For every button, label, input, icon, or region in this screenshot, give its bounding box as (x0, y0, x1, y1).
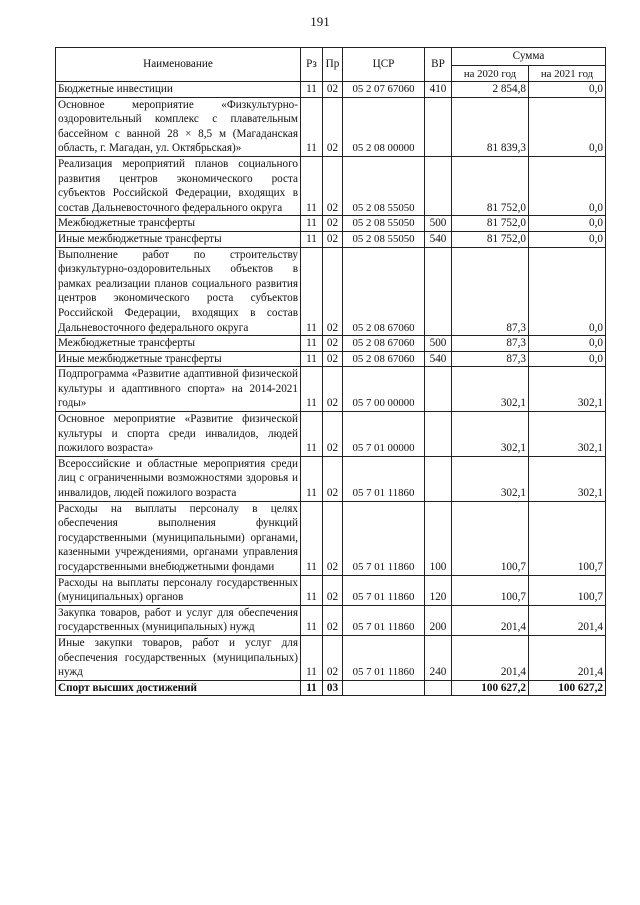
row-sum-2021: 0,0 (529, 247, 606, 336)
row-rz: 11 (301, 501, 323, 575)
row-rz: 11 (301, 216, 323, 232)
row-pr: 02 (323, 351, 343, 367)
row-sum-2020: 2 854,8 (452, 82, 529, 98)
header-year-2021: на 2021 год (529, 66, 606, 82)
row-rz: 11 (301, 575, 323, 605)
table-row (56, 156, 606, 215)
row-sum-2021: 201,4 (529, 605, 606, 635)
row-csr: 05 7 01 11860 (343, 456, 425, 501)
row-pr: 02 (323, 367, 343, 412)
row-sum-2021: 302,1 (529, 456, 606, 501)
row-name: Иные межбюджетные трансферты (56, 351, 301, 367)
row-rz: 11 (301, 680, 323, 696)
row-name: Расходы на выплаты персоналу в целях обеспечения выполнения функций государственными (муниципальными) органами, казенными учреждениями, органами управления государственными внебюджетными фондами (56, 501, 301, 575)
row-vr: 500 (425, 336, 452, 352)
row-name: Межбюджетные трансферты (56, 216, 301, 232)
row-name: Закупка товаров, работ и услуг для обеспечения государственных (муниципальных) нужд (56, 605, 301, 635)
row-pr: 02 (323, 231, 343, 247)
row-rz: 11 (301, 82, 323, 98)
row-sum-2020: 302,1 (452, 367, 529, 412)
row-csr: 05 2 08 67060 (343, 247, 425, 336)
row-rz: 11 (301, 367, 323, 412)
row-sum-2021: 302,1 (529, 367, 606, 412)
row-sum-2021: 0,0 (529, 97, 606, 156)
row-sum-2020: 87,3 (452, 351, 529, 367)
row-csr: 05 2 08 67060 (343, 336, 425, 352)
row-sum-2021: 201,4 (529, 635, 606, 680)
row-sum-2021: 0,0 (529, 156, 606, 215)
row-name: Основное мероприятие «Развитие физической культуры и спорта среди инвалидов, людей пожилого возраста» (56, 412, 301, 457)
row-vr: 120 (425, 575, 452, 605)
row-csr: 05 7 01 11860 (343, 635, 425, 680)
row-csr: 05 2 08 55050 (343, 156, 425, 215)
row-sum-2020: 201,4 (452, 635, 529, 680)
table-row (56, 351, 606, 367)
row-vr (425, 412, 452, 457)
row-vr: 100 (425, 501, 452, 575)
row-name: Иные межбюджетные трансферты (56, 231, 301, 247)
header-pr: Пр (323, 48, 343, 82)
row-pr: 02 (323, 501, 343, 575)
row-vr (425, 156, 452, 215)
row-vr: 200 (425, 605, 452, 635)
header-vr: ВР (425, 48, 452, 82)
row-sum-2021: 0,0 (529, 82, 606, 98)
row-csr: 05 7 01 11860 (343, 575, 425, 605)
row-sum-2020: 81 752,0 (452, 216, 529, 232)
row-sum-2020: 100,7 (452, 575, 529, 605)
row-pr: 02 (323, 336, 343, 352)
row-pr: 02 (323, 156, 343, 215)
row-rz: 11 (301, 456, 323, 501)
row-name: Выполнение работ по строительству физкультурно-оздоровительных объектов в рамках реализации планов социального развития центров экономического роста субъектов Российской Федерации, входящих в состав Дальневосточного федерального округа (56, 247, 301, 336)
row-rz: 11 (301, 351, 323, 367)
row-rz: 11 (301, 605, 323, 635)
row-sum-2021: 302,1 (529, 412, 606, 457)
row-csr: 05 2 08 55050 (343, 231, 425, 247)
table-row (56, 501, 606, 575)
row-rz: 11 (301, 156, 323, 215)
row-sum-2021: 0,0 (529, 351, 606, 367)
row-pr: 02 (323, 575, 343, 605)
row-pr: 03 (323, 680, 343, 696)
row-csr: 05 2 08 55050 (343, 216, 425, 232)
row-vr (425, 247, 452, 336)
row-pr: 02 (323, 247, 343, 336)
row-sum-2021: 0,0 (529, 336, 606, 352)
row-sum-2020: 302,1 (452, 456, 529, 501)
row-rz: 11 (301, 231, 323, 247)
row-rz: 11 (301, 336, 323, 352)
row-csr: 05 7 01 00000 (343, 412, 425, 457)
row-sum-2020: 100,7 (452, 501, 529, 575)
header-rz: Рз (301, 48, 323, 82)
row-sum-2020: 81 752,0 (452, 156, 529, 215)
row-pr: 02 (323, 635, 343, 680)
row-csr: 05 7 00 00000 (343, 367, 425, 412)
row-rz: 11 (301, 635, 323, 680)
row-vr: 540 (425, 351, 452, 367)
row-sum-2020: 81 839,3 (452, 97, 529, 156)
row-name: Расходы на выплаты персоналу государственных (муниципальных) органов (56, 575, 301, 605)
row-vr (425, 97, 452, 156)
row-sum-2020: 87,3 (452, 247, 529, 336)
row-name: Спорт высших достижений (56, 680, 301, 696)
page-number: 191 (310, 14, 330, 29)
row-pr: 02 (323, 456, 343, 501)
row-csr: 05 7 01 11860 (343, 605, 425, 635)
row-sum-2020: 100 627,2 (452, 680, 529, 696)
row-sum-2021: 0,0 (529, 216, 606, 232)
row-rz: 11 (301, 97, 323, 156)
row-csr: 05 7 01 11860 (343, 501, 425, 575)
row-vr (425, 456, 452, 501)
row-name: Иные закупки товаров, работ и услуг для обеспечения государственных (муниципальных) нужд (56, 635, 301, 680)
row-name: Основное мероприятие «Физкультурно-оздоровительный комплекс с плавательным бассейном с ванной 28 × 8,5 м (Магаданская область, г. Магадан, ул. Октябрьская)» (56, 97, 301, 156)
row-csr: 05 2 08 67060 (343, 351, 425, 367)
row-pr: 02 (323, 97, 343, 156)
row-name: Реализация мероприятий планов социального развития центров экономического роста субъектов Российской Федерации, входящих в состав Дальневосточного федерального округа (56, 156, 301, 215)
table-row (56, 605, 606, 635)
row-name: Всероссийские и областные мероприятия среди лиц с ограниченными возможностями здоровья и инвалидов, людей пожилого возраста (56, 456, 301, 501)
row-pr: 02 (323, 605, 343, 635)
row-vr: 240 (425, 635, 452, 680)
row-csr: 05 2 08 00000 (343, 97, 425, 156)
row-vr: 500 (425, 216, 452, 232)
row-name: Подпрограмма «Развитие адаптивной физической культуры и адаптивного спорта» на 2014-2021 годы» (56, 367, 301, 412)
table-row (56, 635, 606, 680)
row-csr (343, 680, 425, 696)
table-row (56, 575, 606, 605)
table-row (56, 680, 606, 696)
table-row (56, 367, 606, 412)
table-row (56, 336, 606, 352)
table-row (56, 412, 606, 457)
row-sum-2020: 81 752,0 (452, 231, 529, 247)
table-row (56, 97, 606, 156)
row-rz: 11 (301, 412, 323, 457)
header-year-2020: на 2020 год (452, 66, 529, 82)
row-sum-2021: 0,0 (529, 231, 606, 247)
row-vr: 540 (425, 231, 452, 247)
row-vr (425, 367, 452, 412)
row-pr: 02 (323, 216, 343, 232)
row-pr: 02 (323, 412, 343, 457)
row-sum-2020: 302,1 (452, 412, 529, 457)
table-body (56, 82, 606, 696)
header-csr: ЦСР (343, 48, 425, 82)
row-sum-2021: 100 627,2 (529, 680, 606, 696)
table-row (56, 247, 606, 336)
header-name: Наименование (56, 48, 301, 82)
row-vr: 410 (425, 82, 452, 98)
row-csr: 05 2 07 67060 (343, 82, 425, 98)
table-row (56, 456, 606, 501)
row-pr: 02 (323, 82, 343, 98)
row-sum-2021: 100,7 (529, 575, 606, 605)
row-name: Межбюджетные трансферты (56, 336, 301, 352)
table-row (56, 216, 606, 232)
row-sum-2021: 100,7 (529, 501, 606, 575)
budget-table (55, 47, 606, 696)
row-name: Бюджетные инвестиции (56, 82, 301, 98)
header-sum: Сумма (452, 48, 606, 66)
row-rz: 11 (301, 247, 323, 336)
row-vr (425, 680, 452, 696)
row-sum-2020: 201,4 (452, 605, 529, 635)
table-row (56, 231, 606, 247)
row-sum-2020: 87,3 (452, 336, 529, 352)
table-row (56, 82, 606, 98)
